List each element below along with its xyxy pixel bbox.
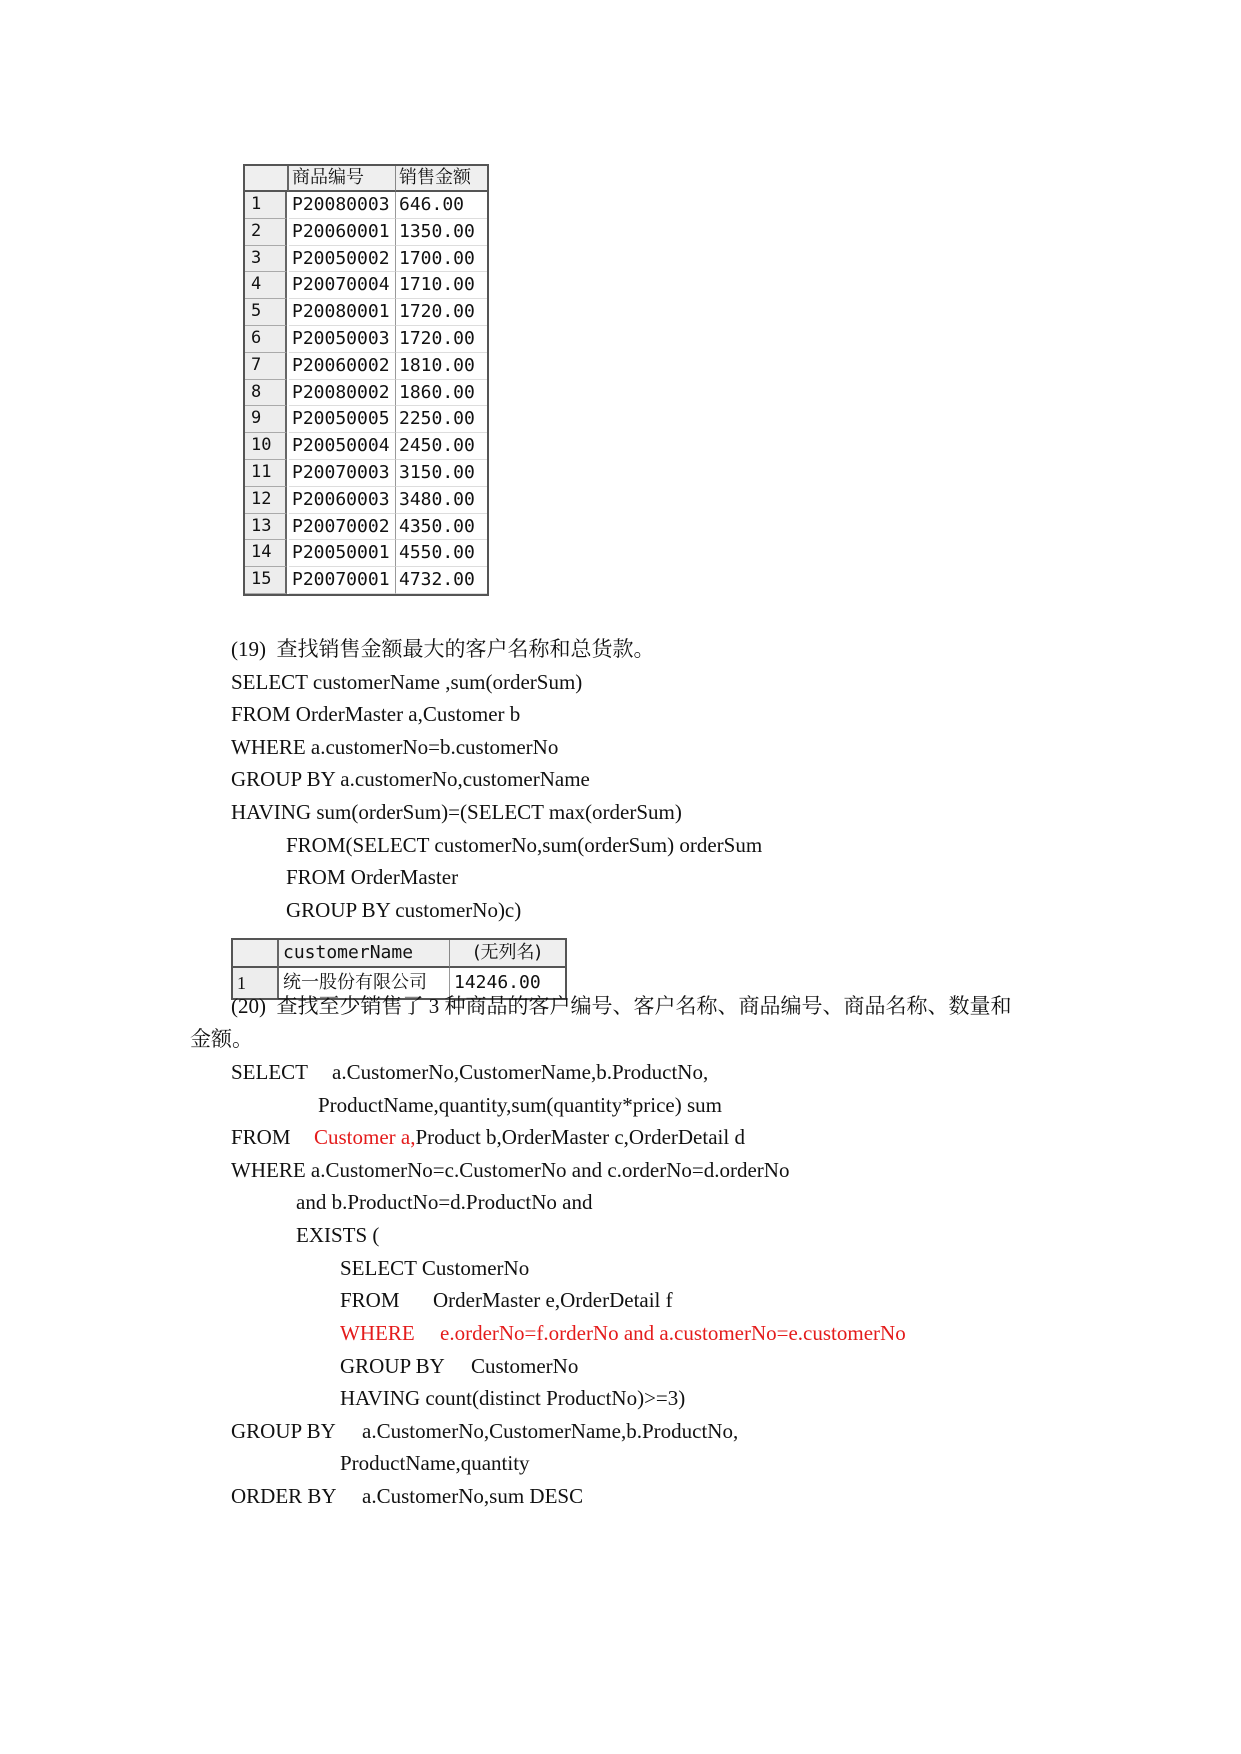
table-row — [245, 192, 487, 219]
table-row — [245, 487, 487, 514]
column-header-unnamed: (无列名) — [450, 940, 565, 968]
sql-keyword: SELECT — [231, 1060, 308, 1084]
sql-line: a.CustomerNo,CustomerName,b.ProductNo, — [362, 1419, 739, 1443]
row-number: 1 — [245, 192, 287, 219]
row-number: 10 — [245, 433, 287, 460]
row-number: 2 — [245, 219, 287, 246]
table-row — [245, 540, 487, 567]
cell-product-no: P20070001 — [289, 567, 396, 594]
cell-sales-amount: 1710.00 — [396, 272, 487, 299]
cell-sales-amount: 1720.00 — [396, 326, 487, 353]
sql-line: FROM OrderMaster — [286, 865, 459, 889]
cell-sales-amount: 3480.00 — [396, 487, 487, 514]
grid-corner — [245, 166, 289, 192]
sql-line: a.CustomerNo,sum DESC — [362, 1484, 584, 1508]
column-header-customer-name: customerName — [279, 940, 450, 968]
sql-line: and b.ProductNo=d.ProductNo and — [296, 1190, 593, 1214]
column-header-sales-amount: 销售金额 — [396, 166, 487, 192]
cell-sales-amount: 1720.00 — [396, 299, 487, 326]
cell-product-no: P20070003 — [289, 460, 396, 487]
sql-line: a.CustomerNo,CustomerName,b.ProductNo, — [332, 1060, 709, 1084]
row-number: 1 — [233, 968, 279, 998]
sql-line: HAVING count(distinct ProductNo)>=3) — [340, 1386, 686, 1410]
sql-line: SELECT customerName ,sum(orderSum) — [231, 670, 583, 694]
table-row — [245, 353, 487, 380]
sql-keyword: FROM — [231, 1125, 291, 1149]
table-row — [245, 514, 487, 541]
sql-line: FROM(SELECT customerNo,sum(orderSum) orderSum — [286, 833, 763, 857]
sql-line: WHERE a.CustomerNo=c.CustomerNo and c.orderNo=d.orderNo — [231, 1158, 790, 1182]
cell-sales-amount: 4550.00 — [396, 540, 487, 567]
cell-product-no: P20060002 — [289, 353, 396, 380]
table-row — [245, 567, 487, 594]
result-grid-customer — [231, 938, 567, 1000]
sql-line: GROUP BY a.customerNo,customerName — [231, 767, 590, 791]
table-row — [245, 460, 487, 487]
row-number: 5 — [245, 299, 287, 326]
table-row — [245, 299, 487, 326]
cell-sales-amount: 3150.00 — [396, 460, 487, 487]
sql-line: WHERE a.customerNo=b.customerNo — [231, 735, 559, 759]
sql-line: CustomerNo — [471, 1354, 579, 1378]
cell-sales-amount: 1350.00 — [396, 219, 487, 246]
table-row — [245, 433, 487, 460]
row-number: 9 — [245, 406, 287, 433]
row-number: 11 — [245, 460, 287, 487]
cell-product-no: P20050004 — [289, 433, 396, 460]
cell-sales-amount: 4350.00 — [396, 514, 487, 541]
cell-product-no: P20070004 — [289, 272, 396, 299]
question-20-title: (20) 查找至少销售了 3 种商品的客户编号、客户名称、商品编号、商品名称、数量和 — [231, 994, 1012, 1018]
question-20-title-cont: 金额。 — [190, 1027, 253, 1051]
sql-line: OrderMaster e,OrderDetail f — [433, 1288, 673, 1312]
sql-line: FROM OrderMaster a,Customer b — [231, 702, 521, 726]
cell-product-no: P20080002 — [289, 380, 396, 407]
question-19-title: (19) 查找销售金额最大的客户名称和总货款。 — [231, 637, 655, 661]
row-number: 12 — [245, 487, 287, 514]
sql-keyword: GROUP BY — [340, 1354, 445, 1378]
highlighted-keyword: WHERE — [340, 1321, 415, 1345]
cell-product-no: P20050003 — [289, 326, 396, 353]
grid-corner — [233, 940, 279, 968]
row-number: 6 — [245, 326, 287, 353]
table-row — [245, 272, 487, 299]
row-number: 3 — [245, 246, 287, 273]
sql-keyword: GROUP BY — [231, 1419, 336, 1443]
sql-line: ProductName,quantity — [340, 1451, 530, 1475]
row-number: 8 — [245, 380, 287, 407]
cell-product-no: P20050005 — [289, 406, 396, 433]
sql-line: HAVING sum(orderSum)=(SELECT max(orderSum) — [231, 800, 682, 824]
cell-product-no: P20060001 — [289, 219, 396, 246]
highlighted-text: e.orderNo=f.orderNo and a.customerNo=e.customerNo — [440, 1321, 906, 1345]
sql-line: GROUP BY customerNo)c) — [286, 898, 522, 922]
table-row — [245, 326, 487, 353]
sql-keyword: ORDER BY — [231, 1484, 337, 1508]
sql-line: ProductName,quantity,sum(quantity*price) sum — [318, 1093, 722, 1117]
cell-product-no: P20050002 — [289, 246, 396, 273]
sql-text: Product b,OrderMaster c,OrderDetail d — [415, 1125, 745, 1149]
table-row — [245, 380, 487, 407]
cell-product-no: P20070002 — [289, 514, 396, 541]
table-row — [245, 219, 487, 246]
table-row — [245, 246, 487, 273]
sql-line: SELECT CustomerNo — [340, 1256, 530, 1280]
row-number: 14 — [245, 540, 287, 567]
row-number: 15 — [245, 567, 287, 594]
cell-sales-amount: 1810.00 — [396, 353, 487, 380]
row-number: 13 — [245, 514, 287, 541]
table-row — [245, 406, 487, 433]
cell-product-no: P20050001 — [289, 540, 396, 567]
cell-sales-amount: 646.00 — [396, 192, 487, 219]
cell-sales-amount: 2450.00 — [396, 433, 487, 460]
result-grid-sales — [243, 164, 489, 596]
cell-sales-amount: 1700.00 — [396, 246, 487, 273]
cell-sales-amount: 1860.00 — [396, 380, 487, 407]
sql-keyword: FROM — [340, 1288, 400, 1312]
sql-line: EXISTS ( — [296, 1223, 380, 1247]
column-header-product-no: 商品编号 — [289, 166, 396, 192]
cell-customer-name: 统一股份有限公司 — [279, 968, 450, 998]
cell-sales-amount: 2250.00 — [396, 406, 487, 433]
cell-product-no: P20080001 — [289, 299, 396, 326]
cell-total-amount: 14246.00 — [454, 972, 541, 993]
sql-line-from — [314, 1127, 745, 1148]
cell-product-no: P20060003 — [289, 487, 396, 514]
row-number: 4 — [245, 272, 287, 299]
row-number: 7 — [245, 353, 287, 380]
cell-product-no: P20080003 — [289, 192, 396, 219]
highlighted-text: Customer a, — [314, 1125, 416, 1149]
cell-sales-amount: 4732.00 — [396, 567, 487, 594]
